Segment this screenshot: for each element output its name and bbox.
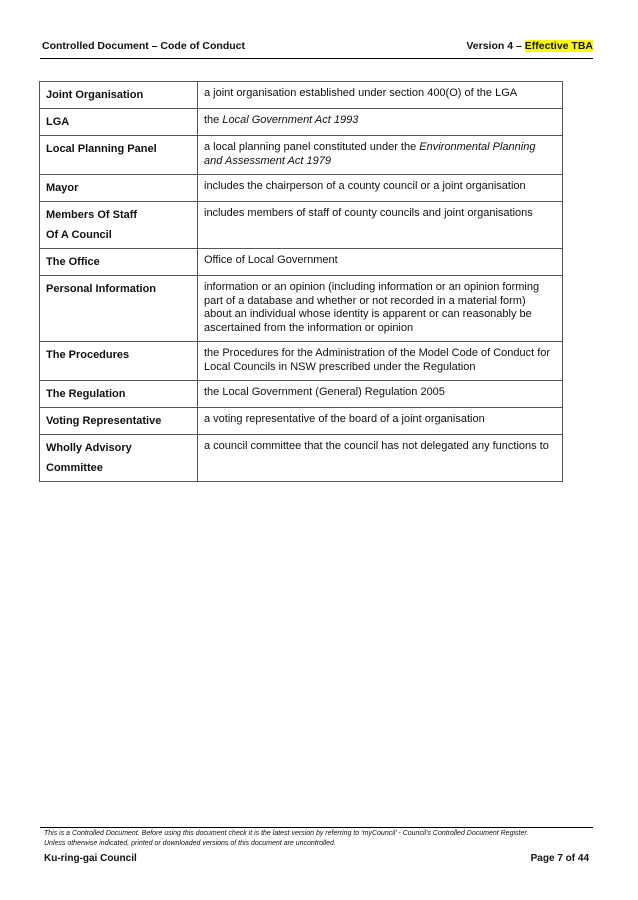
table-row bbox=[40, 202, 563, 249]
definition-cell: the Procedures for the Administration of the Model Code of Conduct for Local Councils in NSW prescribed under the Regulation bbox=[198, 342, 563, 381]
controlled-document-disclaimer bbox=[44, 829, 604, 848]
term-cell bbox=[40, 202, 198, 249]
definition-cell: includes the chairperson of a county council or a joint organisation bbox=[198, 175, 563, 202]
definition-cell: a voting representative of the board of a joint organisation bbox=[198, 408, 563, 435]
table-row bbox=[40, 435, 563, 482]
table-row bbox=[40, 136, 563, 175]
disclaimer-line: This is a Controlled Document. Before using this document check it is the latest version by referring to ‘myCouncil’ - Council’s Controlled Document Register. bbox=[44, 830, 529, 837]
table-row bbox=[40, 249, 563, 276]
definition-cell bbox=[198, 136, 563, 175]
term-cell bbox=[40, 435, 198, 482]
term-cell: The Procedures bbox=[40, 342, 198, 381]
definition-cell: a council committee that the council has not delegated any functions to bbox=[198, 435, 563, 482]
definition-cell bbox=[198, 109, 563, 136]
page-header bbox=[40, 38, 593, 59]
definition-cell: information or an opinion (including information or an opinion forming part of a database and whether or not recorded in a material form) about an individual whose identity is apparent or can reasonably be ascertained from the information or opinion bbox=[198, 276, 563, 342]
term-cell: Personal Information bbox=[40, 276, 198, 342]
act-name: Local Government Act 1993 bbox=[222, 114, 359, 126]
definition-cell: includes members of staff of county councils and joint organisations bbox=[198, 202, 563, 249]
definition-cell: a joint organisation established under section 400(O) of the LGA bbox=[198, 82, 563, 109]
council-name: Ku-ring-gai Council bbox=[44, 853, 137, 864]
term-cell: Local Planning Panel bbox=[40, 136, 198, 175]
version-label bbox=[466, 40, 593, 52]
term-cell: The Regulation bbox=[40, 381, 198, 408]
term-cell: LGA bbox=[40, 109, 198, 136]
term-cell: Joint Organisation bbox=[40, 82, 198, 109]
table-row bbox=[40, 109, 563, 136]
term-cell: Voting Representative bbox=[40, 408, 198, 435]
table-row bbox=[40, 408, 563, 435]
definition-text: the bbox=[204, 114, 223, 126]
definitions-table bbox=[39, 81, 563, 482]
table-row bbox=[40, 381, 563, 408]
term-line: Of A Council bbox=[46, 229, 112, 241]
act-name: Environmental Planning and Assessment Act 1979 bbox=[204, 141, 536, 167]
page-number: Page 7 of 44 bbox=[530, 853, 589, 864]
table-row bbox=[40, 276, 563, 342]
table-row bbox=[40, 342, 563, 381]
effective-date-highlight: Effective TBA bbox=[524, 40, 593, 52]
term-cell: Mayor bbox=[40, 175, 198, 202]
term-line: Wholly Advisory bbox=[46, 442, 132, 454]
term-line: Members Of Staff bbox=[46, 209, 138, 221]
definition-cell: Office of Local Government bbox=[198, 249, 563, 276]
term-line: Committee bbox=[46, 462, 103, 474]
version-prefix: Version 4 – bbox=[466, 40, 525, 52]
footer-divider bbox=[40, 827, 593, 828]
definition-text: a local planning panel constituted under the bbox=[204, 141, 420, 153]
page-footer bbox=[44, 853, 589, 864]
term-cell: The Office bbox=[40, 249, 198, 276]
document-title: Controlled Document – Code of Conduct bbox=[42, 40, 245, 52]
definition-cell: the Local Government (General) Regulation 2005 bbox=[198, 381, 563, 408]
table-row bbox=[40, 82, 563, 109]
disclaimer-line: Unless otherwise indicated, printed or downloaded versions of this document are uncontrolled. bbox=[44, 839, 336, 847]
table-row bbox=[40, 175, 563, 202]
